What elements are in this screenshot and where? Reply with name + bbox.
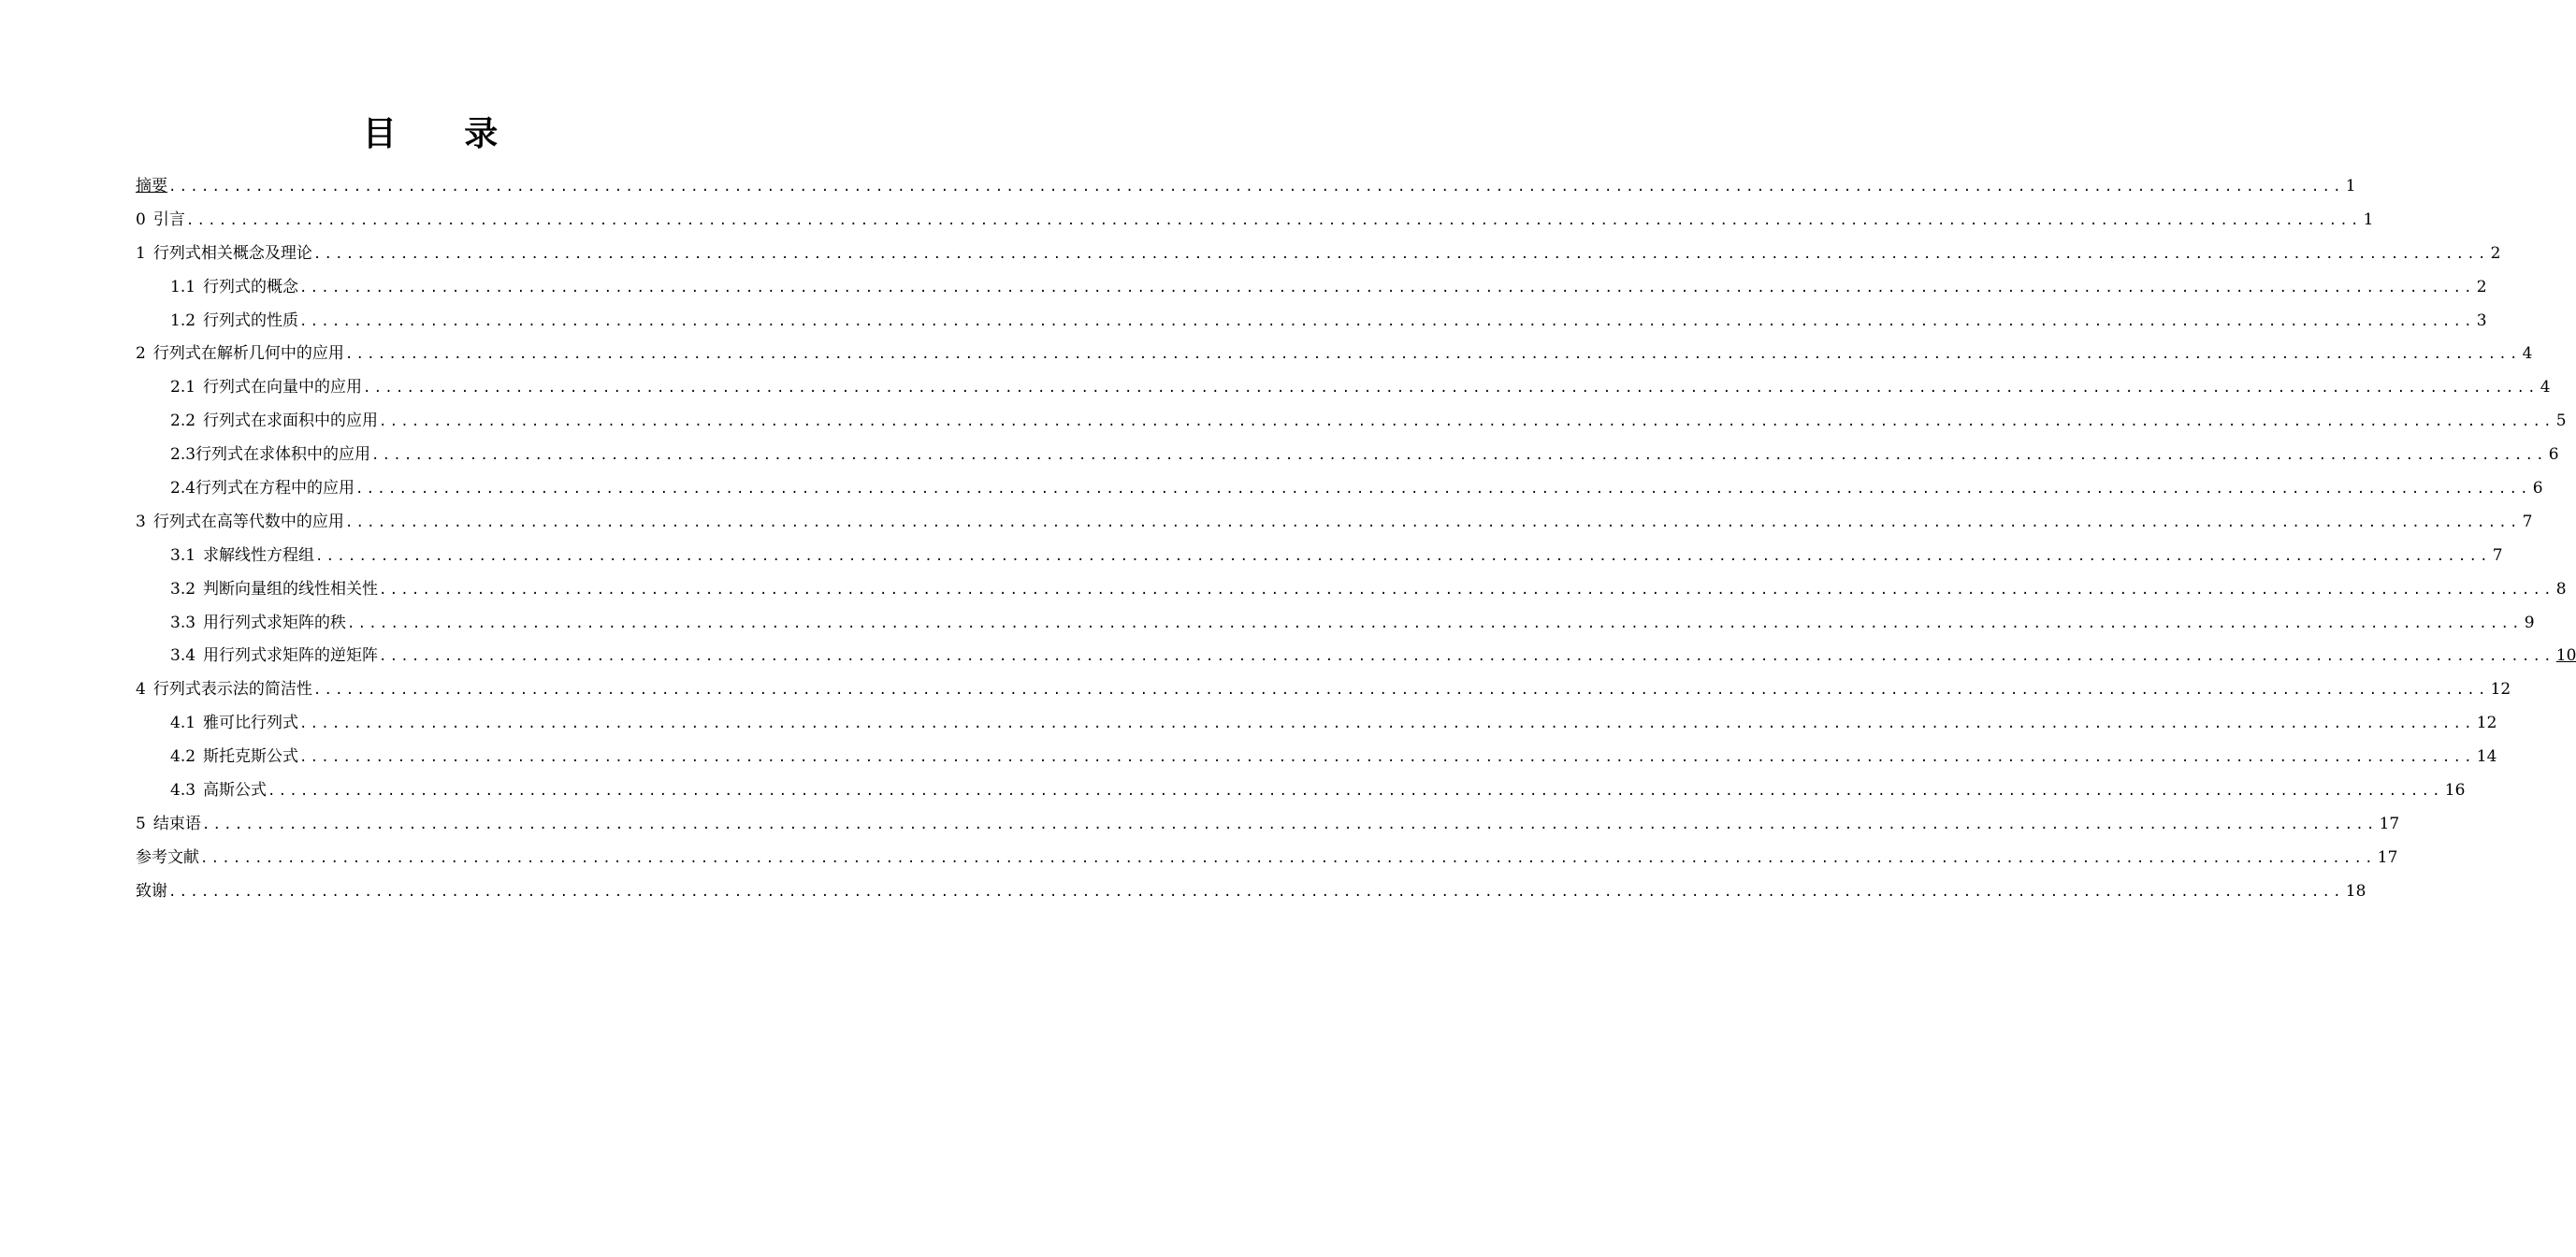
toc-entry[interactable] bbox=[136, 170, 2356, 204]
toc-leader-dots: ........................................................................................................................................................................................................ bbox=[299, 716, 2475, 732]
toc-leader-dots: ........................................................................................................................................................................................................ bbox=[371, 448, 2547, 464]
toc-entry-number: 3.2 bbox=[170, 579, 196, 599]
toc-entry[interactable] bbox=[136, 540, 2503, 573]
toc-entry-page-number: 7 bbox=[2522, 512, 2533, 531]
toc-leader-dots: ........................................................................................................................................................................................................ bbox=[312, 683, 2489, 699]
toc-entry-page-number: 17 bbox=[2377, 847, 2398, 867]
toc-entry-number: 2.3 bbox=[170, 445, 196, 465]
toc-leader-dots: ........................................................................................................................................................................................................ bbox=[200, 850, 2376, 866]
toc-entry[interactable] bbox=[136, 573, 2567, 607]
toc-entry-page-number: 1 bbox=[2345, 177, 2356, 195]
table-of-contents bbox=[136, 170, 2576, 909]
toc-entry-number: 3.1 bbox=[170, 545, 196, 565]
toc-leader-dots: ........................................................................................................................................................................................................ bbox=[299, 313, 2475, 329]
toc-entry-label: 行列式表示法的简洁性 bbox=[152, 680, 312, 700]
toc-entry-number: 3 bbox=[136, 512, 146, 531]
toc-entry-number: 4.2 bbox=[170, 747, 196, 767]
toc-entry-page-number: 1 bbox=[2363, 210, 2374, 229]
toc-entry-label: 高斯公式 bbox=[203, 781, 268, 801]
toc-entry-number: 1 bbox=[136, 243, 146, 263]
toc-entry-number: 2.1 bbox=[170, 378, 196, 397]
toc-entry-label: 行列式在向量中的应用 bbox=[203, 378, 363, 397]
toc-entry-page-number: 5 bbox=[2555, 412, 2567, 431]
toc-entry-label: 行列式相关概念及理论 bbox=[152, 243, 312, 263]
toc-entry[interactable] bbox=[136, 673, 2511, 707]
toc-entry-label: 行列式在求体积中的应用 bbox=[195, 445, 371, 465]
toc-entry-page-number: 3 bbox=[2476, 311, 2487, 330]
toc-entry-page-number: 6 bbox=[2532, 479, 2543, 498]
toc-entry-number: 5 bbox=[136, 814, 146, 833]
toc-entry-page-number: 18 bbox=[2345, 881, 2366, 901]
toc-leader-dots: ........................................................................................................................................................................................................ bbox=[344, 514, 2521, 530]
toc-leader-dots: ........................................................................................................................................................................................................ bbox=[347, 615, 2523, 631]
toc-entry-page-number: 16 bbox=[2444, 781, 2466, 801]
toc-leader-dots: ........................................................................................................................................................................................................ bbox=[344, 347, 2521, 363]
toc-entry-page-number: 7 bbox=[2492, 545, 2503, 565]
toc-entry-page-number: 12 bbox=[2490, 680, 2511, 700]
toc-entry[interactable] bbox=[136, 607, 2535, 641]
toc-leader-dots: ........................................................................................................................................................................................................ bbox=[268, 784, 2443, 800]
toc-entry-label: 致谢 bbox=[136, 881, 167, 901]
toc-entry-label: 参考文献 bbox=[136, 847, 199, 867]
toc-entry[interactable] bbox=[136, 405, 2567, 439]
toc-entry-page-number: 6 bbox=[2548, 445, 2559, 465]
page-title: 目 录 bbox=[362, 114, 527, 153]
toc-entry[interactable] bbox=[136, 842, 2398, 875]
toc-entry[interactable] bbox=[136, 371, 2551, 405]
toc-entry-label: 摘要 bbox=[136, 177, 167, 195]
toc-entry-page-number: 4 bbox=[2522, 344, 2533, 364]
toc-leader-dots: ........................................................................................................................................................................................................ bbox=[379, 414, 2554, 430]
toc-entry[interactable] bbox=[136, 204, 2374, 238]
toc-entry[interactable] bbox=[136, 439, 2559, 472]
toc-entry-page-number: 12 bbox=[2476, 714, 2497, 733]
toc-entry-number: 2.4 bbox=[170, 479, 196, 498]
toc-entry[interactable] bbox=[136, 472, 2543, 506]
toc-entry-label: 引言 bbox=[152, 210, 185, 229]
toc-entry-number: 1.2 bbox=[170, 311, 196, 330]
toc-entry-number: 2 bbox=[136, 344, 146, 364]
toc-entry-number: 4.1 bbox=[170, 714, 196, 733]
toc-entry-page-number: 17 bbox=[2379, 814, 2400, 833]
toc-entry-label: 行列式的性质 bbox=[203, 311, 299, 330]
toc-entry-label: 用行列式求矩阵的秩 bbox=[203, 613, 347, 632]
toc-entry-page-number: 10 bbox=[2555, 646, 2576, 666]
toc-entry-label: 行列式在高等代数中的应用 bbox=[152, 512, 344, 531]
toc-entry-number: 1.1 bbox=[170, 277, 196, 296]
toc-entry-page-number: 9 bbox=[2524, 613, 2535, 632]
toc-entry[interactable] bbox=[136, 238, 2501, 271]
toc-entry-label: 结束语 bbox=[152, 814, 201, 833]
toc-entry[interactable] bbox=[136, 271, 2487, 305]
toc-leader-dots: ........................................................................................................................................................................................................ bbox=[379, 649, 2554, 665]
toc-entry-number: 4 bbox=[136, 680, 146, 700]
toc-entry-label: 行列式在方程中的应用 bbox=[195, 479, 355, 498]
toc-entry-number: 4.3 bbox=[170, 781, 196, 801]
toc-entry[interactable] bbox=[136, 506, 2533, 540]
toc-leader-dots: ........................................................................................................................................................................................................ bbox=[168, 884, 2344, 900]
toc-entry-page-number: 8 bbox=[2555, 579, 2567, 599]
toc-entry-label: 求解线性方程组 bbox=[203, 545, 315, 565]
toc-leader-dots: ........................................................................................................................................................................................................ bbox=[185, 212, 2362, 228]
toc-entry-label: 斯托克斯公式 bbox=[203, 747, 299, 767]
toc-leader-dots: ........................................................................................................................................................................................................ bbox=[201, 816, 2378, 832]
toc-entry-label: 行列式的概念 bbox=[203, 277, 299, 296]
toc-entry-label: 行列式在求面积中的应用 bbox=[203, 412, 379, 431]
toc-entry[interactable] bbox=[136, 305, 2487, 339]
toc-entry[interactable] bbox=[136, 808, 2400, 842]
toc-entry-number: 3.3 bbox=[170, 613, 196, 632]
toc-entry-label: 雅可比行列式 bbox=[203, 714, 299, 733]
toc-entry-label: 行列式在解析几何中的应用 bbox=[152, 344, 344, 364]
toc-entry-label: 判断向量组的线性相关性 bbox=[203, 579, 379, 599]
toc-entry[interactable] bbox=[136, 774, 2466, 808]
toc-leader-dots: ........................................................................................................................................................................................................ bbox=[379, 582, 2554, 598]
toc-entry-page-number: 4 bbox=[2540, 378, 2551, 397]
toc-entry[interactable] bbox=[136, 707, 2497, 741]
toc-entry[interactable] bbox=[136, 741, 2497, 774]
toc-leader-dots: ........................................................................................................................................................................................................ bbox=[299, 280, 2475, 296]
toc-entry-label: 用行列式求矩阵的逆矩阵 bbox=[203, 646, 379, 666]
toc-entry-page-number: 2 bbox=[2476, 277, 2487, 296]
toc-leader-dots: ........................................................................................................................................................................................................ bbox=[299, 750, 2475, 766]
toc-entry[interactable] bbox=[136, 338, 2533, 371]
toc-entry-number: 2.2 bbox=[170, 412, 196, 431]
toc-entry-page-number: 2 bbox=[2490, 243, 2501, 263]
toc-leader-dots: ........................................................................................................................................................................................................ bbox=[363, 381, 2539, 397]
toc-entry-page-number: 14 bbox=[2476, 747, 2497, 767]
toc-leader-dots: ........................................................................................................................................................................................................ bbox=[168, 180, 2344, 195]
toc-leader-dots: ........................................................................................................................................................................................................ bbox=[315, 548, 2491, 564]
toc-entry-number: 0 bbox=[136, 210, 146, 229]
toc-entry[interactable] bbox=[136, 875, 2366, 909]
toc-entry-number: 3.4 bbox=[170, 646, 196, 666]
toc-leader-dots: ........................................................................................................................................................................................................ bbox=[312, 246, 2489, 262]
toc-leader-dots: ........................................................................................................................................................................................................ bbox=[355, 482, 2531, 498]
toc-entry[interactable] bbox=[136, 640, 2576, 673]
